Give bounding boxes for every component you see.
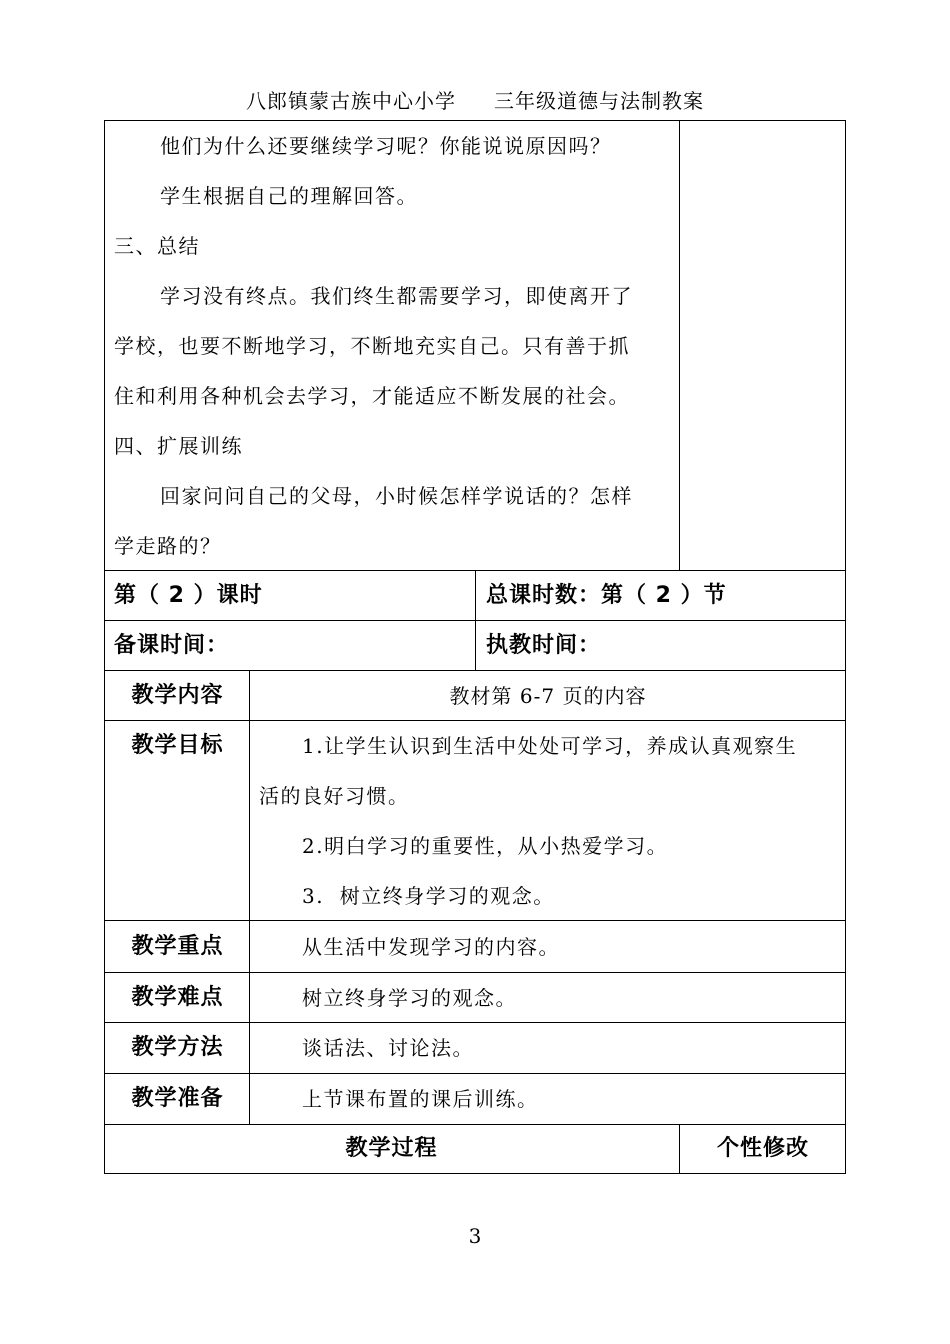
- focus-value: 从生活中发现学习的内容。: [302, 935, 560, 959]
- summary-line-2: 学校，也要不断地学习，不断地充实自己。只有善于抓: [114, 334, 630, 358]
- content-value: 教材第 6-7 页的内容: [449, 684, 647, 708]
- question-line: 他们为什么还要继续学习呢？你能说说原因吗？: [160, 134, 612, 158]
- extension-line-2: 学走路的？: [114, 534, 222, 558]
- method-label: 教学方法: [131, 1035, 224, 1060]
- teach-time-label: 执教时间：: [486, 633, 602, 658]
- difficulty-value: 树立终身学习的观念。: [302, 986, 517, 1010]
- total-periods: 总课时数：第（ 2 ）节: [486, 583, 727, 608]
- goal-3: 3. 树立终身学习的观念。: [302, 884, 555, 908]
- prep-time-label: 备课时间：: [114, 633, 230, 658]
- modification-heading: 个性修改: [716, 1136, 809, 1161]
- section-heading-extension: 四、扩展训练: [114, 434, 243, 458]
- method-value: 谈话法、讨论法。: [302, 1036, 474, 1060]
- difficulty-label: 教学难点: [131, 985, 224, 1010]
- label-column-divider: [249, 670, 250, 1124]
- content-label: 教学内容: [131, 683, 224, 708]
- preparation-label: 教学准备: [131, 1086, 224, 1111]
- goal-2: 2.明白学习的重要性，从小热爱学习。: [302, 834, 669, 858]
- column-divider: [679, 120, 680, 570]
- focus-label: 教学重点: [131, 934, 224, 959]
- document-subject: 三年级道德与法制教案: [494, 89, 704, 113]
- page-number: 3: [468, 1224, 482, 1248]
- summary-line-3: 住和利用各种机会去学习，才能适应不断发展的社会。: [114, 384, 630, 408]
- goal-1-line-1: 1.让学生认识到生活中处处可学习，养成认真观察生: [302, 734, 798, 758]
- page-header: [0, 85, 950, 114]
- row-divider: [104, 920, 846, 921]
- process-heading: 教学过程: [345, 1136, 438, 1161]
- preparation-value: 上节课布置的课后训练。: [302, 1087, 539, 1111]
- goal-1-line-2: 活的良好习惯。: [259, 784, 410, 808]
- lesson-period: 第（ 2 ）课时: [114, 583, 263, 608]
- school-name: 八郎镇蒙古族中心小学: [246, 89, 456, 113]
- section-heading-summary: 三、总结: [114, 234, 200, 258]
- answer-line: 学生根据自己的理解回答。: [160, 184, 418, 208]
- goal-label: 教学目标: [131, 733, 224, 758]
- summary-line-1: 学习没有终点。我们终生都需要学习，即使离开了: [160, 284, 633, 308]
- extension-line-1: 回家问问自己的父母，小时候怎样学说话的？怎样: [160, 484, 633, 508]
